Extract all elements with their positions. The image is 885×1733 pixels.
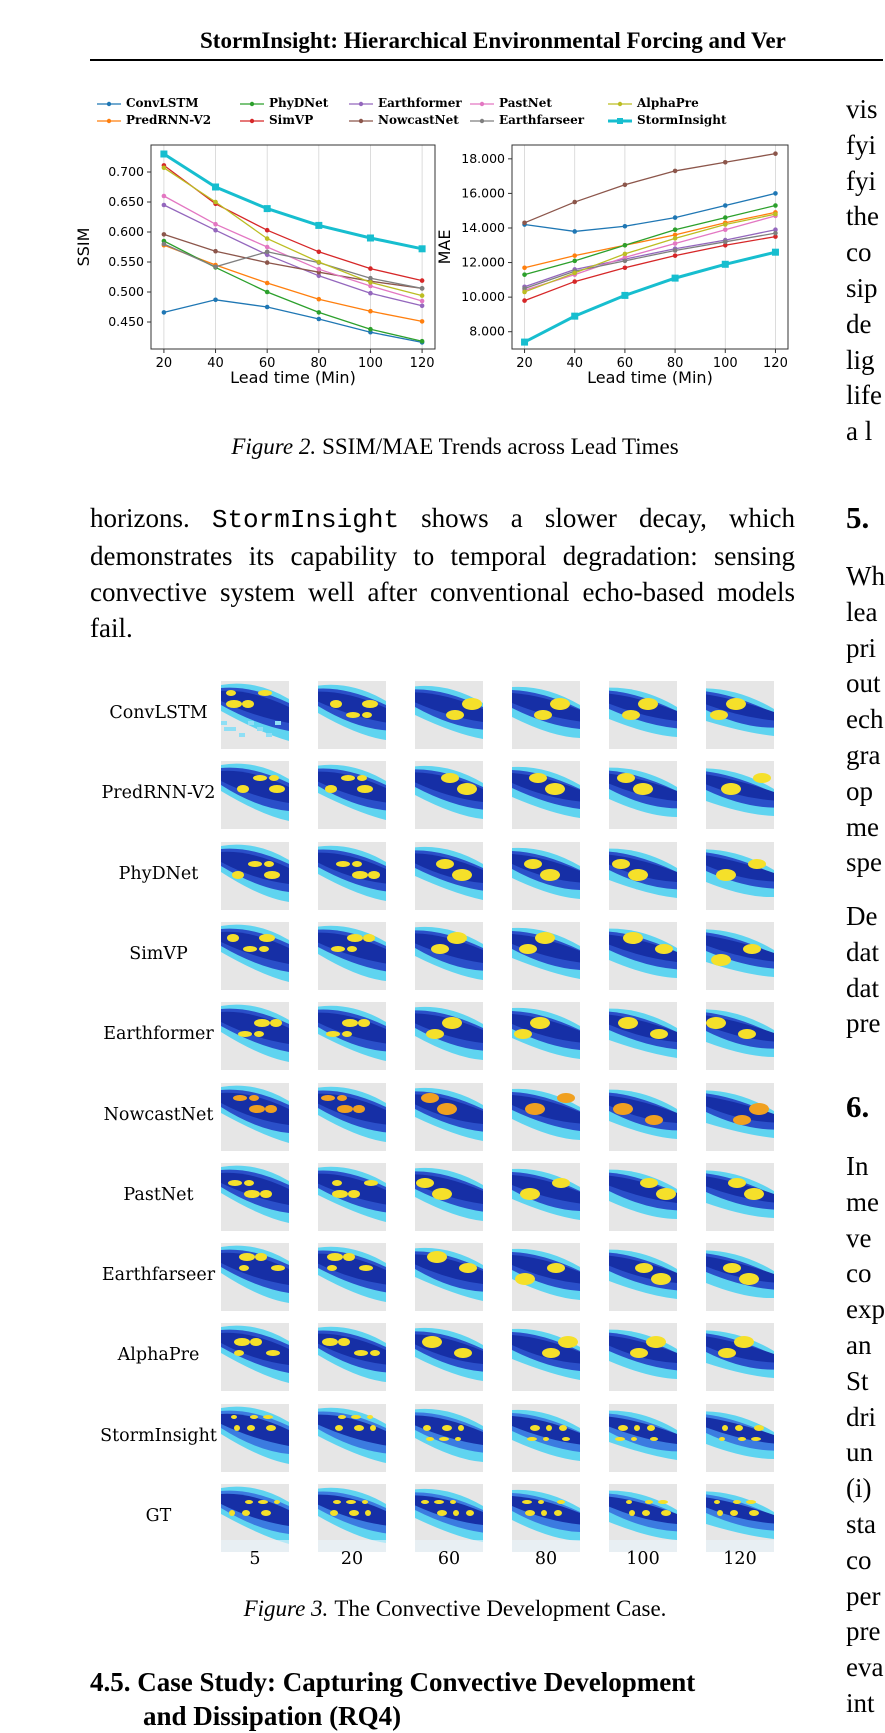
- row-label: PhyDNet: [118, 863, 199, 884]
- data-point: [673, 248, 678, 253]
- legend-item-phydnet: [239, 96, 328, 110]
- data-point: [265, 245, 270, 250]
- y-tick-label: 18.000: [461, 150, 505, 166]
- data-point: [162, 166, 167, 171]
- body-paragraph: [90, 500, 795, 646]
- figure2-caption: [120, 434, 790, 460]
- data-point: [571, 313, 578, 320]
- legend-swatch: [348, 99, 374, 109]
- legend-label: SimVP: [269, 113, 314, 127]
- column-label: 20: [340, 1549, 364, 1569]
- data-point: [160, 151, 167, 158]
- forecast-tile: [706, 1083, 774, 1151]
- y-tick-label: 0.550: [108, 254, 144, 269]
- forecast-tile: [415, 1002, 483, 1070]
- forecast-tile: [512, 1163, 580, 1231]
- legend-label: PhyDNet: [269, 96, 329, 110]
- data-point: [723, 227, 728, 232]
- forecast-tile: [415, 1484, 483, 1552]
- data-point: [317, 317, 322, 322]
- data-point: [368, 291, 373, 296]
- data-point: [265, 281, 270, 286]
- data-point: [623, 182, 628, 187]
- legend-label: StormInsight: [637, 113, 727, 127]
- data-point: [673, 236, 678, 241]
- data-point: [723, 160, 728, 165]
- data-point: [420, 278, 425, 283]
- column-label: 100: [626, 1549, 660, 1569]
- para-text-2: shows a slower decay, which demonstrates its capability to temporal degradation: sensing convective system well after conventional echo-based models fail.: [90, 503, 795, 643]
- x-tick-label: 80: [310, 356, 328, 371]
- figure3-text: The Convective Development Case.: [334, 1596, 667, 1621]
- row-label: NowcastNet: [103, 1104, 214, 1125]
- figure3-caption: [120, 1596, 790, 1622]
- forecast-tile: [609, 681, 677, 749]
- data-point: [673, 215, 678, 220]
- data-point: [522, 298, 527, 303]
- forecast-tile: [221, 1002, 289, 1070]
- forecast-tile: [221, 1163, 289, 1231]
- legend-item-pastnet: [469, 96, 552, 110]
- forecast-tile: [415, 681, 483, 749]
- legend-swatch: [607, 116, 633, 126]
- plot-frame: [151, 145, 435, 349]
- data-point: [772, 249, 779, 256]
- x-tick-label: 60: [616, 356, 634, 371]
- forecast-tile: [318, 1083, 386, 1151]
- forecast-tile: [512, 681, 580, 749]
- data-point: [773, 231, 778, 236]
- column-label: 80: [534, 1549, 558, 1569]
- data-point: [623, 252, 628, 257]
- right-text-block-2: Wh lea pri out ech gra op me spe: [846, 561, 885, 878]
- forecast-tile: [706, 1002, 774, 1070]
- x-axis-label: Lead time (Min): [230, 368, 356, 387]
- forecast-tile: [609, 1404, 677, 1472]
- data-point: [572, 271, 577, 276]
- legend-item-earthformer: [348, 96, 462, 110]
- ssim-chart: [74, 135, 440, 413]
- forecast-tile: [318, 1404, 386, 1472]
- data-point: [213, 265, 218, 270]
- series-line-pastnet: [525, 216, 776, 290]
- data-point: [162, 194, 167, 199]
- y-tick-label: 16.000: [461, 185, 505, 201]
- series-line-simvp: [164, 165, 422, 280]
- data-point: [522, 265, 527, 270]
- data-point: [522, 220, 527, 225]
- forecast-tile: [415, 1083, 483, 1151]
- header-rule: [90, 59, 883, 61]
- row-label: GT: [145, 1506, 172, 1526]
- forecast-tile: [221, 1484, 289, 1552]
- legend-swatch: [469, 99, 495, 109]
- figure2-legend: [96, 96, 796, 130]
- legend-swatch: [348, 116, 374, 126]
- legend-label: Earthfarseer: [499, 113, 585, 127]
- data-point: [522, 272, 527, 277]
- data-point: [723, 240, 728, 245]
- data-point: [213, 200, 218, 205]
- forecast-tile: [415, 842, 483, 910]
- legend-swatch: [96, 116, 122, 126]
- forecast-tile: [706, 1243, 774, 1311]
- data-point: [264, 205, 271, 212]
- forecast-tile: [318, 1323, 386, 1391]
- data-point: [722, 261, 729, 268]
- section-heading: [90, 1665, 695, 1733]
- para-model-name: StormInsight: [211, 505, 400, 535]
- forecast-tile: [512, 1404, 580, 1472]
- data-point: [317, 297, 322, 302]
- legend-item-convlstm: [96, 96, 199, 110]
- data-point: [162, 232, 167, 237]
- row-label: SimVP: [129, 943, 188, 964]
- forecast-tile: [512, 761, 580, 829]
- right-text-block-4: In me ve co exp an St dri un (i) sta co per pre eva int: [846, 1151, 885, 1718]
- section-heading-line2: and Dissipation (RQ4): [143, 1701, 402, 1731]
- forecast-tile: [318, 1002, 386, 1070]
- x-tick-label: 100: [712, 356, 738, 371]
- data-point: [367, 235, 374, 242]
- x-tick-label: 20: [155, 356, 173, 371]
- series-line-convlstm: [164, 300, 422, 343]
- x-tick-label: 40: [566, 356, 584, 371]
- figure3-label: Figure 3.: [243, 1596, 329, 1621]
- data-point: [723, 215, 728, 220]
- data-point: [419, 245, 426, 252]
- right-heading-6: 6.: [846, 1089, 870, 1124]
- forecast-tile: [221, 842, 289, 910]
- row-label: ConvLSTM: [109, 703, 208, 723]
- data-point: [572, 279, 577, 284]
- legend-swatch: [469, 116, 495, 126]
- forecast-tile: [221, 1243, 289, 1311]
- data-point: [213, 228, 218, 233]
- forecast-tile: [318, 842, 386, 910]
- data-point: [315, 222, 322, 229]
- data-point: [420, 319, 425, 324]
- data-point: [317, 310, 322, 315]
- legend-item-simvp: [239, 113, 313, 127]
- forecast-tile: [706, 1163, 774, 1231]
- data-point: [723, 203, 728, 208]
- data-point: [265, 290, 270, 295]
- y-tick-label: 0.650: [108, 194, 144, 209]
- column-label: 5: [249, 1549, 261, 1569]
- y-axis-label: SSIM: [74, 227, 93, 267]
- forecast-tile: [221, 1323, 289, 1391]
- data-point: [420, 299, 425, 304]
- forecast-tile: [512, 1484, 580, 1552]
- data-point: [773, 212, 778, 217]
- data-point: [265, 305, 270, 310]
- y-tick-label: 0.600: [108, 224, 144, 239]
- data-point: [420, 293, 425, 298]
- forecast-tile: [318, 1243, 386, 1311]
- x-tick-label: 40: [207, 356, 224, 371]
- data-point: [368, 266, 373, 271]
- forecast-tile: [609, 922, 677, 990]
- forecast-tile: [706, 842, 774, 910]
- y-tick-label: 0.450: [108, 314, 144, 329]
- row-label: PredRNN-V2: [101, 783, 216, 804]
- right-text-block-3: De dat dat pre: [846, 901, 881, 1039]
- data-point: [572, 259, 577, 264]
- forecast-tile: [318, 681, 386, 749]
- data-point: [420, 286, 425, 291]
- y-tick-label: 12.000: [461, 254, 505, 270]
- forecast-tile: [221, 761, 289, 829]
- legend-swatch: [96, 99, 122, 109]
- data-point: [368, 276, 373, 281]
- forecast-tile: [512, 1323, 580, 1391]
- forecast-tile: [706, 922, 774, 990]
- row-label: Earthformer: [103, 1024, 214, 1045]
- forecast-tile: [415, 761, 483, 829]
- forecast-tile: [512, 922, 580, 990]
- forecast-tile: [415, 922, 483, 990]
- data-point: [673, 227, 678, 232]
- forecast-tile: [415, 1323, 483, 1391]
- data-point: [368, 280, 373, 285]
- forecast-tile: [609, 1484, 677, 1552]
- forecast-tile: [415, 1163, 483, 1231]
- para-text-1: horizons.: [90, 503, 212, 533]
- data-point: [368, 327, 373, 332]
- data-point: [420, 304, 425, 309]
- legend-item-storminsight: [607, 113, 727, 127]
- legend-swatch: [607, 99, 633, 109]
- series-line-alphapre: [164, 168, 422, 296]
- x-tick-label: 120: [409, 356, 435, 371]
- row-label: AlphaPre: [117, 1345, 200, 1366]
- forecast-tile: [221, 681, 289, 749]
- forecast-tile: [415, 1404, 483, 1472]
- column-label: 60: [437, 1549, 461, 1569]
- y-tick-label: 8.000: [469, 323, 505, 339]
- data-point: [672, 275, 679, 282]
- data-point: [673, 253, 678, 258]
- data-point: [212, 184, 219, 191]
- data-point: [368, 309, 373, 314]
- figure2-label: Figure 2.: [231, 434, 317, 459]
- data-point: [673, 169, 678, 174]
- y-tick-label: 14.000: [461, 219, 505, 235]
- data-point: [623, 259, 628, 264]
- forecast-tile: [609, 1083, 677, 1151]
- legend-label: PastNet: [499, 96, 552, 110]
- forecast-tile: [609, 761, 677, 829]
- data-point: [265, 260, 270, 265]
- data-point: [623, 243, 628, 248]
- running-header: StormInsight: Hierarchical Environmental Forcing and Ver: [200, 28, 786, 53]
- legend-swatch: [239, 116, 265, 126]
- forecast-tile: [706, 681, 774, 749]
- series-line-storminsight: [164, 154, 422, 249]
- forecast-tile: [609, 1163, 677, 1231]
- forecast-tile: [318, 1484, 386, 1552]
- legend-item-nowcastnet: [348, 113, 459, 127]
- series-line-storminsight: [525, 252, 776, 342]
- data-point: [621, 292, 628, 299]
- section-heading-line1: 4.5. Case Study: Capturing Convective Development: [90, 1667, 696, 1697]
- x-axis-label: Lead time (Min): [587, 368, 713, 387]
- x-tick-label: 100: [358, 356, 383, 371]
- legend-item-alphapre: [607, 96, 699, 110]
- column-label: 120: [723, 1549, 757, 1569]
- legend-label: Earthformer: [378, 96, 462, 110]
- data-point: [521, 339, 528, 346]
- forecast-tile: [318, 922, 386, 990]
- legend-swatch: [239, 99, 265, 109]
- forecast-tile: [318, 1163, 386, 1231]
- y-axis-label: MAE: [435, 229, 454, 265]
- data-point: [162, 203, 167, 208]
- data-point: [723, 222, 728, 227]
- data-point: [265, 228, 270, 233]
- data-point: [265, 236, 270, 241]
- row-label: StormInsight: [100, 1425, 217, 1446]
- y-tick-label: 10.000: [461, 289, 505, 305]
- data-point: [572, 200, 577, 205]
- mae-chart: [430, 135, 790, 413]
- right-heading-5: 5.: [846, 500, 870, 535]
- data-point: [623, 224, 628, 229]
- forecast-tile: [706, 1323, 774, 1391]
- forecast-tile: [512, 842, 580, 910]
- y-tick-label: 0.500: [108, 284, 144, 299]
- data-point: [623, 265, 628, 270]
- series-line-nowcastnet: [525, 154, 776, 223]
- data-point: [162, 310, 167, 315]
- data-point: [522, 290, 527, 295]
- forecast-tile: [318, 761, 386, 829]
- right-text-block-1: vis fyi fyi the co sip de lig life a l: [846, 94, 882, 447]
- legend-item-earthfarseer: [469, 113, 584, 127]
- plot-frame: [512, 145, 788, 349]
- data-point: [265, 250, 270, 255]
- figure2-text: SSIM/MAE Trends across Lead Times: [322, 434, 679, 459]
- y-tick-label: 0.700: [108, 164, 144, 179]
- forecast-tile: [706, 761, 774, 829]
- data-point: [572, 229, 577, 234]
- data-point: [317, 267, 322, 272]
- forecast-tile: [221, 1404, 289, 1472]
- x-tick-label: 80: [666, 356, 684, 371]
- x-tick-label: 60: [258, 356, 276, 371]
- forecast-tile: [221, 922, 289, 990]
- forecast-tile: [221, 1083, 289, 1151]
- data-point: [773, 203, 778, 208]
- legend-item-predrnn-v2: [96, 113, 211, 127]
- data-point: [213, 298, 218, 303]
- row-label: Earthfarseer: [101, 1265, 216, 1286]
- legend-label: AlphaPre: [637, 96, 699, 110]
- forecast-tile: [706, 1404, 774, 1472]
- forecast-tile: [512, 1243, 580, 1311]
- data-point: [213, 249, 218, 254]
- data-point: [673, 241, 678, 246]
- forecast-tile: [609, 1002, 677, 1070]
- forecast-tile: [706, 1484, 774, 1552]
- forecast-tile: [415, 1243, 483, 1311]
- legend-label: ConvLSTM: [126, 96, 199, 110]
- x-tick-label: 20: [516, 356, 533, 371]
- forecast-tile: [609, 842, 677, 910]
- forecast-tile: [512, 1083, 580, 1151]
- data-point: [420, 339, 425, 344]
- data-point: [213, 222, 218, 227]
- row-label: PastNet: [123, 1184, 194, 1205]
- forecast-tile: [609, 1243, 677, 1311]
- data-point: [773, 151, 778, 156]
- data-point: [317, 260, 322, 265]
- legend-label: NowcastNet: [378, 113, 459, 127]
- data-point: [773, 191, 778, 196]
- x-tick-label: 120: [763, 356, 788, 371]
- data-point: [317, 250, 322, 255]
- data-point: [572, 253, 577, 258]
- forecast-tile: [609, 1323, 677, 1391]
- data-point: [162, 242, 167, 247]
- legend-label: PredRNN-V2: [126, 113, 212, 127]
- forecast-tile: [512, 1002, 580, 1070]
